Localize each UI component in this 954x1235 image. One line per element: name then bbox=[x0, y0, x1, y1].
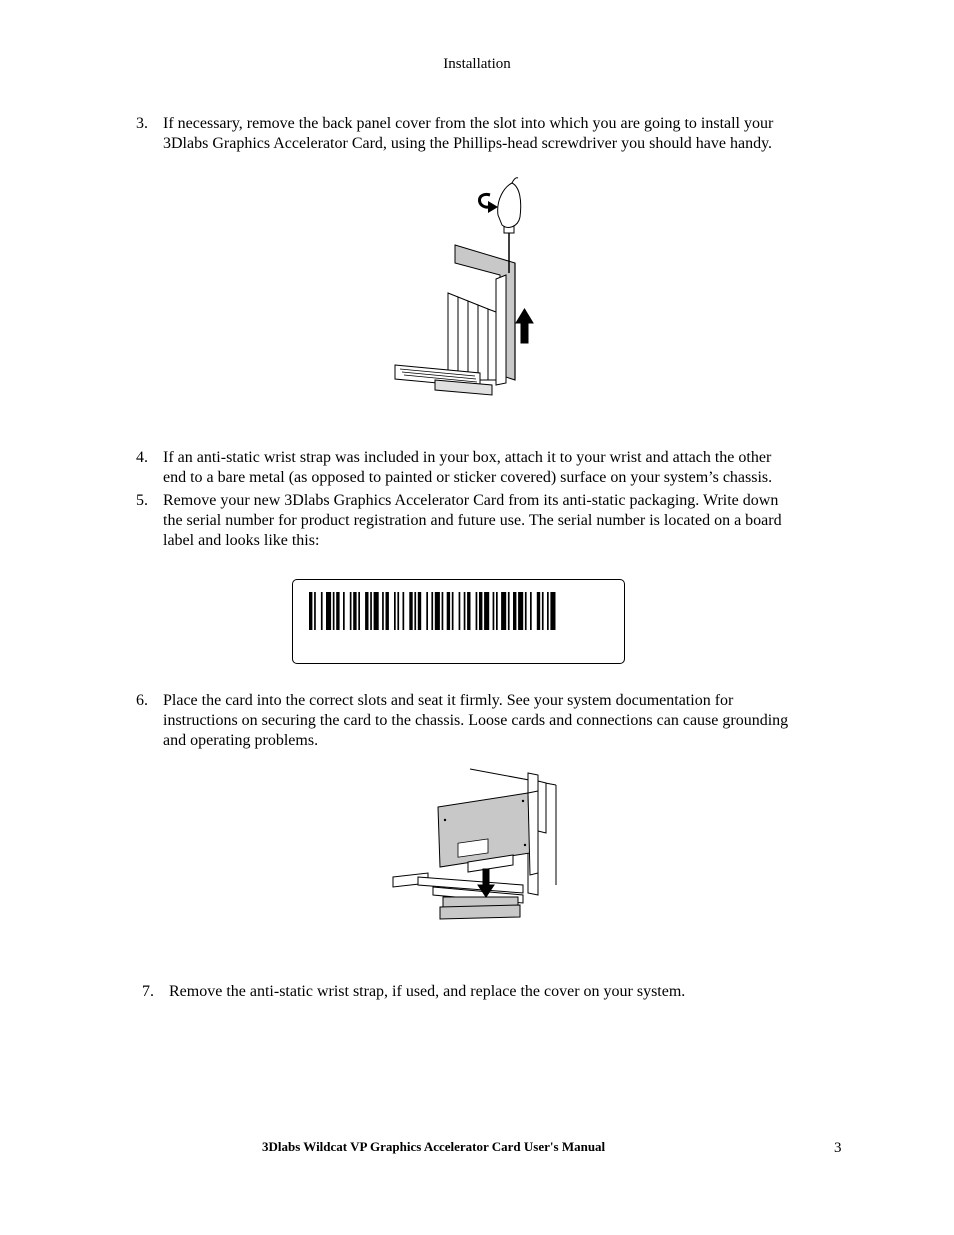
step-text-line: label and looks like this: bbox=[163, 532, 320, 549]
barcode-bar bbox=[386, 592, 389, 630]
manual-title: 3Dlabs Wildcat VP Graphics Accelerator Card User's Manual bbox=[262, 1139, 606, 1154]
step-4 bbox=[136, 448, 836, 488]
barcode-bar bbox=[442, 592, 444, 630]
barcode-bar bbox=[467, 592, 470, 630]
barcode-bar bbox=[518, 592, 523, 630]
running-header: Installation bbox=[443, 56, 511, 72]
barcode-bar bbox=[418, 592, 421, 630]
barcode-bar bbox=[496, 592, 498, 630]
step-number: 6. bbox=[136, 692, 148, 709]
barcode-bar bbox=[550, 592, 555, 630]
step-text-line: If an anti-static wrist strap was included in your box, attach it to your wrist and attach the other bbox=[163, 449, 772, 466]
step-number: 7. bbox=[142, 983, 154, 1000]
barcode-bar bbox=[542, 592, 544, 630]
step-number: 3. bbox=[136, 115, 148, 132]
barcode-bar bbox=[309, 592, 312, 630]
barcode-bar bbox=[501, 592, 506, 630]
barcode-bar bbox=[374, 592, 379, 630]
barcode-bar bbox=[409, 592, 412, 630]
step-text-line: the serial number for product registration and future use. The serial number is located on a board bbox=[163, 512, 782, 529]
barcode-bar bbox=[484, 592, 489, 630]
barcode-bar bbox=[513, 592, 516, 630]
barcode-bar bbox=[343, 592, 345, 630]
step-text-line: end to a bare metal (as opposed to painted or sticker covered) surface on your system’s chassis. bbox=[163, 469, 773, 486]
barcode-bar bbox=[321, 592, 323, 630]
step-text-line: 3Dlabs Graphics Accelerator Card, using the Phillips-head screwdriver you should have handy. bbox=[163, 135, 773, 152]
step-number: 5. bbox=[136, 492, 148, 509]
barcode-bar bbox=[394, 592, 396, 630]
step-text-line: If necessary, remove the back panel cover from the slot into which you are going to install your bbox=[163, 115, 774, 132]
step-7 bbox=[142, 982, 842, 1002]
page-number: 3 bbox=[834, 1140, 842, 1156]
barcode-bar bbox=[353, 592, 356, 630]
serial-number-label bbox=[292, 579, 625, 664]
barcode-bar bbox=[537, 592, 540, 630]
step-text-line: and operating problems. bbox=[163, 732, 319, 749]
barcode-bar bbox=[431, 592, 433, 630]
step-text-line: instructions on securing the card to the chassis. Loose cards and connections can cause grounding bbox=[163, 712, 789, 729]
barcode-bar bbox=[365, 592, 368, 630]
step-3 bbox=[136, 114, 836, 154]
barcode-bar bbox=[426, 592, 428, 630]
barcode-bar bbox=[326, 592, 331, 630]
barcode-bar bbox=[493, 592, 495, 630]
barcode-bar bbox=[476, 592, 478, 630]
barcode-graphic bbox=[293, 580, 623, 662]
barcode-bar bbox=[414, 592, 416, 630]
barcode-bar bbox=[403, 592, 405, 630]
barcode-bar bbox=[350, 592, 352, 630]
barcode-bar bbox=[370, 592, 372, 630]
barcode-bar bbox=[314, 592, 316, 630]
barcode-bar bbox=[435, 592, 440, 630]
barcode-bar bbox=[447, 592, 450, 630]
barcode-bar bbox=[382, 592, 384, 630]
barcode-bar bbox=[464, 592, 466, 630]
barcode-bar bbox=[397, 592, 399, 630]
step-text-line: Place the card into the correct slots and seat it firmly. See your system documentation for bbox=[163, 692, 734, 709]
barcode-bar bbox=[358, 592, 360, 630]
barcode-bar bbox=[333, 592, 335, 630]
barcode-bar bbox=[530, 592, 532, 630]
step-6 bbox=[136, 691, 846, 751]
step-number: 4. bbox=[136, 449, 148, 466]
barcode-bar bbox=[547, 592, 549, 630]
barcode-bar bbox=[479, 592, 482, 630]
step-5 bbox=[136, 491, 836, 551]
barcode-bar bbox=[459, 592, 461, 630]
seat-card-illustration bbox=[388, 765, 563, 925]
barcode-bar bbox=[452, 592, 454, 630]
barcode-bar bbox=[525, 592, 527, 630]
step-text-line: Remove your new 3Dlabs Graphics Accelerator Card from its anti-static packaging. Write down bbox=[163, 492, 779, 509]
barcode-bar bbox=[508, 592, 510, 630]
step-text-line: Remove the anti-static wrist strap, if used, and replace the cover on your system. bbox=[169, 983, 686, 1000]
remove-cover-illustration bbox=[380, 175, 550, 400]
barcode-bar bbox=[336, 592, 339, 630]
